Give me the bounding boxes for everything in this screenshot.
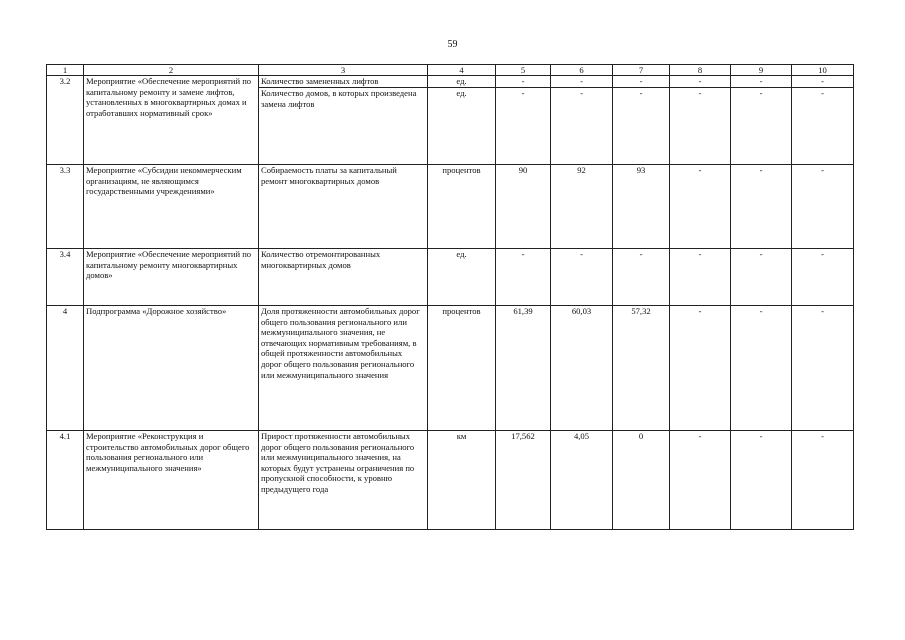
value-cell: - [496,249,551,306]
event-cell: Мероприятие «Субсидии некоммерческим организациям, не являющимся государственными учреждениями» [84,165,259,249]
indicator-cell: Количество домов, в которых произведена замена лифтов [259,88,428,165]
header-cell: 1 [47,65,84,76]
value-cell: - [731,165,792,249]
value-cell: - [496,76,551,88]
value-cell: - [670,306,731,431]
value-cell: - [792,88,854,165]
unit-cell: процентов [428,165,496,249]
unit-cell: ед. [428,249,496,306]
table-row [47,306,854,431]
value-cell: - [731,306,792,431]
value-cell: - [731,76,792,88]
header-cell: 7 [613,65,670,76]
value-cell: 61,39 [496,306,551,431]
row-number-cell: 3.2 [47,76,84,165]
value-cell: 90 [496,165,551,249]
row-number-cell: 3.3 [47,165,84,249]
table-header-row [47,65,854,76]
value-cell: - [613,249,670,306]
value-cell: - [496,88,551,165]
value-cell: - [670,165,731,249]
value-cell: 57,32 [613,306,670,431]
unit-cell: км [428,431,496,530]
unit-cell: ед. [428,76,496,88]
event-cell: Мероприятие «Обеспечение мероприятий по капитальному ремонту и замене лифтов, установленных в многоквартирных домах и отработавших нормативный срок» [84,76,259,165]
row-number-cell: 4 [47,306,84,431]
value-cell: 0 [613,431,670,530]
value-cell: 17,562 [496,431,551,530]
header-cell: 9 [731,65,792,76]
value-cell: - [792,431,854,530]
value-cell: 92 [551,165,613,249]
value-cell: - [731,249,792,306]
event-cell: Мероприятие «Обеспечение мероприятий по капитальному ремонту многоквартирных домов» [84,249,259,306]
header-cell: 4 [428,65,496,76]
table-row [47,249,854,306]
unit-cell: процентов [428,306,496,431]
indicator-cell: Количество замененных лифтов [259,76,428,88]
table-row [47,165,854,249]
header-cell: 5 [496,65,551,76]
value-cell: - [792,76,854,88]
value-cell: - [670,88,731,165]
header-cell: 6 [551,65,613,76]
event-cell: Мероприятие «Реконструкция и строительство автомобильных дорог общего пользования регионального или межмуниципального значения» [84,431,259,530]
indicator-cell: Количество отремонтированных многоквартирных домов [259,249,428,306]
table-row [47,76,854,88]
header-cell: 8 [670,65,731,76]
value-cell: - [670,76,731,88]
unit-cell: ед. [428,88,496,165]
page-number: 59 [447,39,458,50]
value-cell: 93 [613,165,670,249]
value-cell: - [551,249,613,306]
row-number-cell: 3.4 [47,249,84,306]
value-cell: - [792,249,854,306]
indicator-cell: Собираемость платы за капитальный ремонт многоквартирных домов [259,165,428,249]
indicator-cell: Доля протяженности автомобильных дорог общего пользования регионального или межмуниципального значения, не отвечающих нормативным требованиям, в общей протяженности автомобильных дорог общего пользования регионального или межмуниципального значения [259,306,428,431]
value-cell: - [613,88,670,165]
value-cell: - [670,249,731,306]
value-cell: - [731,431,792,530]
value-cell: 4,05 [551,431,613,530]
row-number-cell: 4.1 [47,431,84,530]
indicator-cell: Прирост протяженности автомобильных дорог общего пользования регионального или межмуниципального значения, на которых будут устранены ограничения по пропускной способности, к уровню предыдущего года [259,431,428,530]
value-cell: - [731,88,792,165]
header-cell: 2 [84,65,259,76]
event-cell: Подпрограмма «Дорожное хозяйство» [84,306,259,431]
header-cell: 3 [259,65,428,76]
header-cell: 10 [792,65,854,76]
indicators-table [46,64,854,530]
value-cell: - [551,76,613,88]
value-cell: 60,03 [551,306,613,431]
value-cell: - [792,165,854,249]
table-row [47,431,854,530]
value-cell: - [792,306,854,431]
value-cell: - [551,88,613,165]
value-cell: - [613,76,670,88]
value-cell: - [670,431,731,530]
